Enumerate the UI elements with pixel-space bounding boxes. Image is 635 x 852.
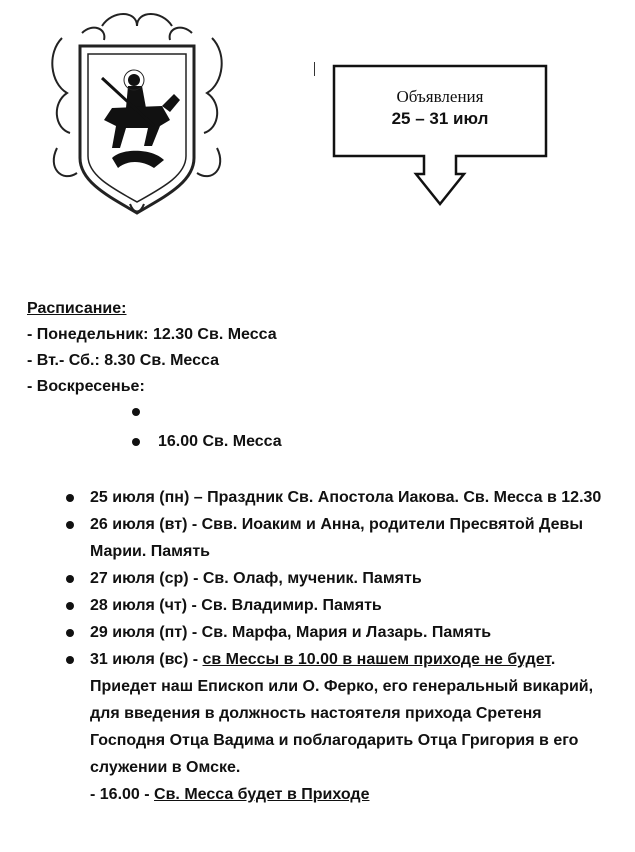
event-date: 25 июля (пн) bbox=[90, 489, 190, 506]
event-item-last bbox=[60, 646, 620, 781]
event-text: - Св. Владимир. Память bbox=[187, 597, 382, 614]
event-item bbox=[60, 592, 620, 619]
event-date: 26 июля (вт) bbox=[90, 516, 188, 533]
events-list bbox=[60, 484, 620, 808]
schedule-line-weekdays: - Вт.- Сб.: 8.30 Св. Месса bbox=[27, 352, 219, 369]
bullet-icon bbox=[66, 521, 74, 529]
sunday-list-item bbox=[130, 429, 282, 459]
event-date: 28 июля (чт) bbox=[90, 597, 188, 614]
event-item bbox=[60, 511, 620, 565]
event-sep: - bbox=[188, 651, 203, 668]
event-extra-line bbox=[60, 781, 620, 808]
announcement-text bbox=[334, 86, 546, 130]
coat-of-arms-logo bbox=[42, 8, 232, 223]
sunday-list-item bbox=[130, 399, 282, 429]
event-text: - Свв. Иоаким и Анна, родители Пресвятой Девы Марии. Память bbox=[90, 516, 583, 560]
bullet-icon bbox=[132, 438, 140, 446]
bullet-icon bbox=[66, 494, 74, 502]
bullet-icon bbox=[66, 575, 74, 583]
bullet-icon bbox=[66, 602, 74, 610]
text-cursor bbox=[314, 62, 315, 76]
schedule-line-monday: - Понедельник: 12.30 Св. Месса bbox=[27, 326, 277, 343]
bullet-icon bbox=[66, 656, 74, 664]
announcement-title: Объявления bbox=[396, 87, 484, 106]
event-cancel-notice: св Мессы в 10.00 в нашем приходе не будет bbox=[202, 651, 551, 668]
extra-notice: Св. Месса будет в Приходе bbox=[154, 786, 370, 803]
event-item bbox=[60, 565, 620, 592]
event-text: - Св. Марфа, Мария и Лазарь. Память bbox=[187, 624, 492, 641]
sunday-item-text: 16.00 Св. Месса bbox=[158, 433, 282, 450]
announcement-dates: 25 – 31 июл bbox=[391, 109, 489, 128]
event-text: – Праздник Св. Апостола Иакова. Св. Месса в 12.30 bbox=[189, 489, 602, 506]
bullet-icon bbox=[66, 629, 74, 637]
event-date: 27 июля (ср) bbox=[90, 570, 189, 587]
event-text: . Приедет наш Епископ или О. Ферко, его генеральный викарий, для введения в должность настоятеля прихода Сретеня Господня Отца Вадима и поблагодарить Отца Григория в его служении в Омске. bbox=[90, 651, 594, 776]
extra-prefix: - 16.00 - bbox=[90, 786, 155, 803]
schedule-header: Расписание: bbox=[27, 300, 127, 317]
event-item bbox=[60, 484, 620, 511]
event-date: 29 июля (пт) bbox=[90, 624, 188, 641]
event-date: 31 июля (вс) bbox=[90, 651, 189, 668]
schedule-line-sunday: - Воскресенье: bbox=[27, 378, 145, 395]
event-text: - Св. Олаф, мученик. Память bbox=[188, 570, 422, 587]
sunday-list bbox=[130, 399, 282, 459]
schedule-section bbox=[27, 296, 277, 400]
bullet-icon bbox=[132, 408, 140, 416]
event-item bbox=[60, 619, 620, 646]
